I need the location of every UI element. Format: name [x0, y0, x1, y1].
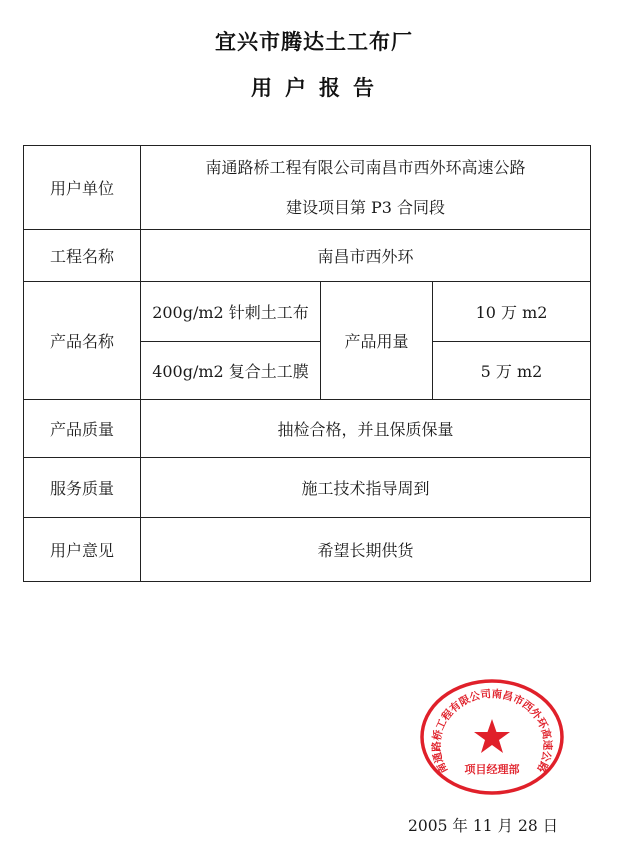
user-unit-label: 用户单位 — [24, 146, 141, 230]
company-title: 宜兴市腾达土工布厂 — [215, 30, 413, 54]
user-unit-value — [141, 146, 591, 230]
report-table — [23, 145, 591, 582]
product-name-label: 产品名称 — [24, 282, 141, 400]
service-quality-label: 服务质量 — [24, 458, 141, 518]
table-row-user-opinion — [24, 518, 591, 582]
table-row-service-quality — [24, 458, 591, 518]
date-month-unit: 月 — [497, 817, 514, 835]
user-unit-line-2: 建设项目第 P3 合同段 — [285, 197, 446, 217]
product-1-name: 200g/m2 针刺土工布 — [141, 282, 321, 342]
product-usage-label: 产品用量 — [321, 282, 433, 400]
product-2-name: 400g/m2 复合土工膜 — [141, 342, 321, 400]
document-title: 用户报告 — [251, 76, 387, 100]
date-day: 28 — [517, 817, 538, 835]
seal-star-icon — [474, 719, 510, 753]
table-row-product-quality — [24, 400, 591, 458]
service-quality-value: 施工技术指导周到 — [141, 458, 591, 518]
project-name-value: 南昌市西外环 — [141, 230, 591, 282]
project-name-label: 工程名称 — [24, 230, 141, 282]
product-quality-value: 抽检合格，并且保质保量 — [141, 400, 591, 458]
user-unit-line-1: 南通路桥工程有限公司南昌市西外环高速公路 — [205, 157, 526, 177]
table-row-user-unit — [24, 146, 591, 230]
user-opinion-value: 希望长期供货 — [141, 518, 591, 582]
date-year: 2005 — [408, 817, 448, 835]
table-row-project-name — [24, 230, 591, 282]
seal-graphic — [418, 677, 566, 795]
product-quality-label: 产品质量 — [24, 400, 141, 458]
seal-ring-text: 南通路桥工程有限公司南昌市西外环高速公路 — [430, 688, 554, 776]
report-date — [408, 814, 558, 836]
date-year-unit: 年 — [452, 817, 468, 835]
user-opinion-label: 用户意见 — [24, 518, 141, 582]
table-row-product-1 — [24, 282, 591, 342]
official-seal — [418, 677, 566, 795]
date-month: 11 — [472, 817, 493, 835]
product-2-amount: 5 万 m2 — [433, 342, 591, 400]
product-1-amount: 10 万 m2 — [433, 282, 591, 342]
date-day-unit: 日 — [542, 817, 559, 835]
seal-center-text: 项目经理部 — [464, 763, 520, 776]
